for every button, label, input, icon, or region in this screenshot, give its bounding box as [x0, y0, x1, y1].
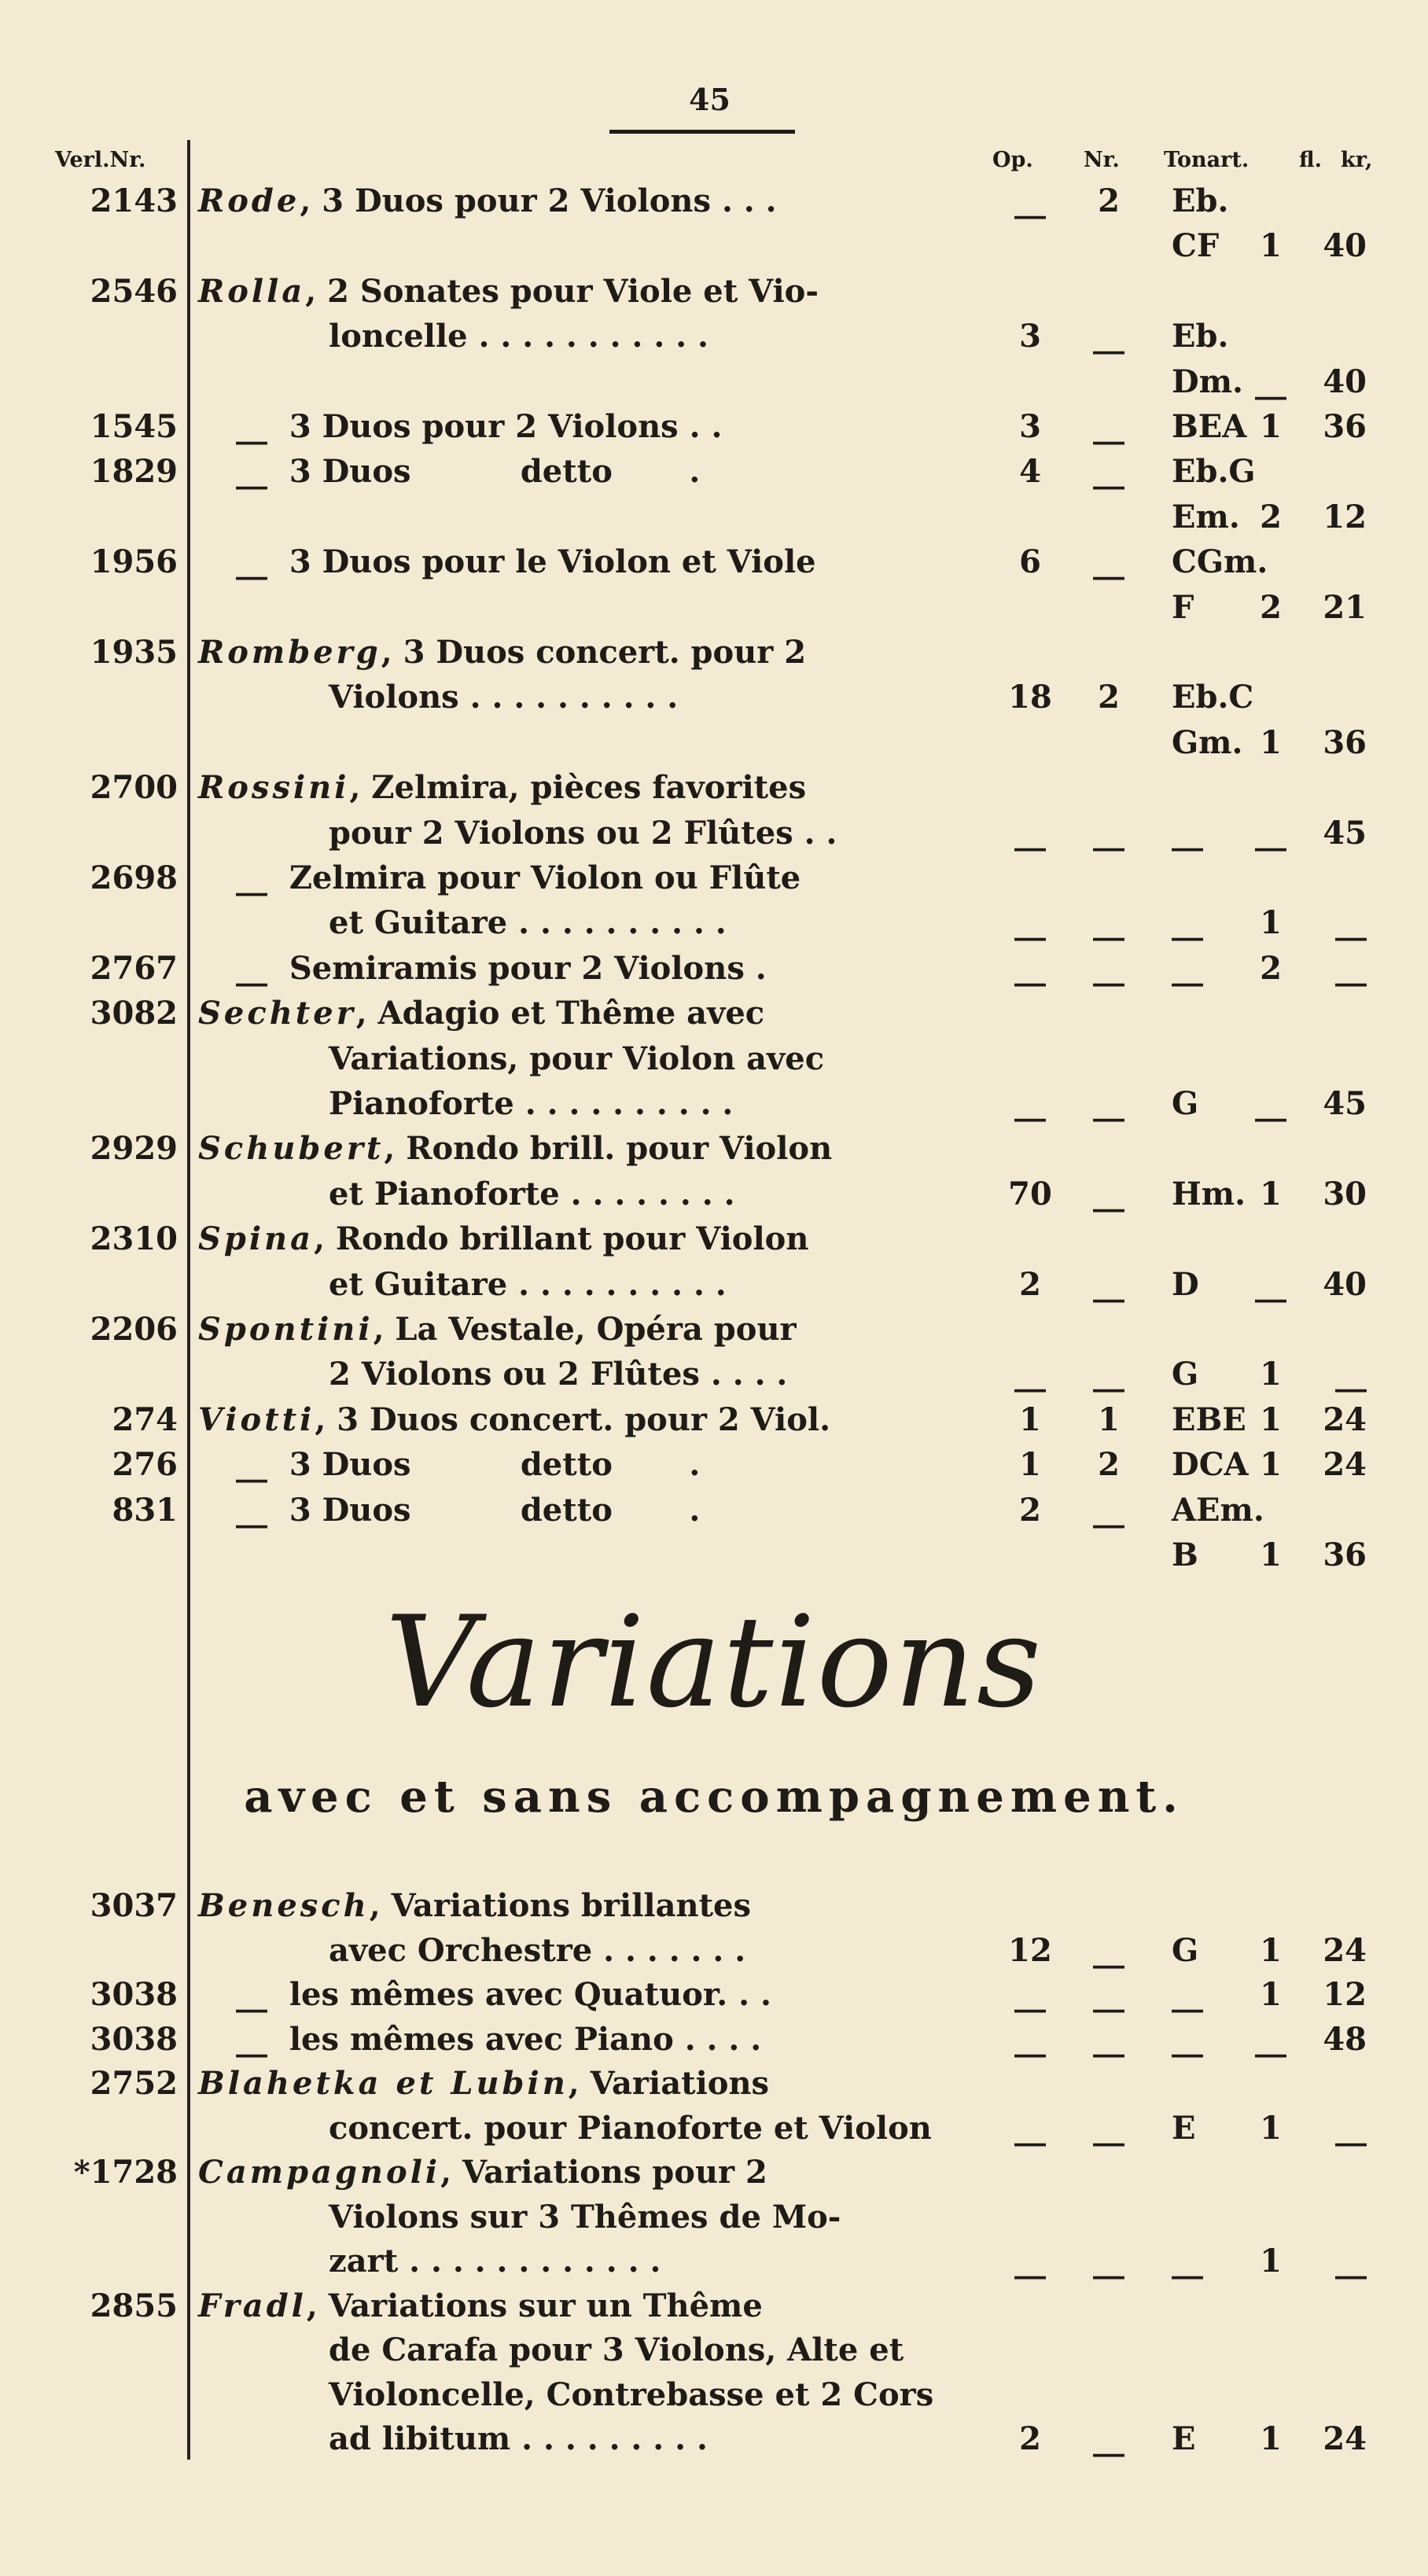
entry-text: [198, 2065, 769, 2102]
piece-number: __: [1093, 2243, 1124, 2280]
header-tonart: Tonart.: [1164, 148, 1250, 172]
price-gulden: 1: [1260, 723, 1282, 761]
price-kreuzer: 45: [1323, 814, 1367, 852]
price-kreuzer: __: [1335, 904, 1367, 942]
price-kreuzer: 36: [1323, 723, 1367, 761]
price-gulden: 1: [1260, 2109, 1282, 2147]
opus-number: 18: [1008, 679, 1052, 716]
entry-description: __ 3 Duos pour le Violon et Viole: [236, 543, 816, 581]
key-tonart: CF: [1172, 227, 1220, 265]
price-gulden: 1: [1260, 2243, 1282, 2280]
price-kreuzer: 36: [1323, 408, 1367, 445]
opus-number: 1: [1019, 1400, 1041, 1438]
key-tonart: E: [1172, 2420, 1196, 2457]
catalog-number: 2310: [90, 1220, 178, 1258]
entry-description: zart . . . . . . . . . . . .: [329, 2243, 661, 2280]
composer-name: Rossini: [198, 769, 350, 807]
entry-text: [329, 2243, 661, 2280]
entry-description: __ 3 Duos detto .: [236, 1446, 701, 1484]
key-tonart: Hm.: [1172, 1175, 1246, 1213]
catalog-number: 3037: [90, 1887, 178, 1924]
price-kreuzer: 24: [1323, 1446, 1367, 1484]
catalog-number: 274: [112, 1400, 178, 1438]
opus-number: __: [1014, 949, 1046, 987]
price-gulden: 2: [1260, 588, 1282, 626]
catalog-number: *1728: [73, 2154, 178, 2191]
entry-text: [329, 2110, 932, 2147]
entry-description: Pianoforte . . . . . . . . . .: [329, 1085, 734, 1122]
opus-number: 3: [1019, 318, 1041, 355]
price-kreuzer: 45: [1323, 1085, 1367, 1122]
entry-text: [329, 1085, 733, 1122]
opus-number: 3: [1019, 408, 1041, 445]
entry-text: [198, 182, 777, 219]
entry-text: [236, 2021, 761, 2058]
piece-number: __: [1093, 1976, 1124, 2013]
header-op: Op.: [992, 148, 1033, 172]
entry-description: , Rondo brillant pour Violon: [314, 1220, 809, 1258]
catalog-number: 831: [112, 1491, 178, 1529]
key-tonart: Gm.: [1172, 723, 1243, 761]
opus-number: __: [1014, 1356, 1046, 1393]
price-gulden: 1: [1260, 1400, 1282, 1438]
entry-description: , Variations brillantes: [369, 1887, 752, 1924]
piece-number: __: [1093, 2020, 1124, 2058]
catalog-entry-row: [0, 1536, 1428, 1590]
piece-number: __: [1093, 949, 1124, 987]
key-tonart: DCA: [1172, 1446, 1249, 1484]
piece-number: __: [1093, 1175, 1124, 1213]
price-gulden: __: [1255, 362, 1286, 400]
composer-name: Schubert: [198, 1130, 385, 1168]
entry-text: [198, 995, 764, 1032]
price-gulden: 1: [1260, 1356, 1282, 1393]
key-tonart: Eb.: [1172, 182, 1229, 219]
price-gulden: 1: [1260, 1175, 1282, 1213]
composer-name: Campagnoli: [198, 2154, 441, 2191]
entry-description: pour 2 Violons ou 2 Flûtes . .: [329, 814, 837, 852]
price-kreuzer: 12: [1323, 1976, 1367, 2013]
catalog-number: 3038: [90, 2020, 178, 2058]
opus-number: __: [1014, 182, 1046, 219]
opus-number: 2: [1019, 1265, 1041, 1303]
entry-text: [236, 408, 722, 445]
catalog-number: 2206: [90, 1311, 178, 1348]
entry-text: [329, 1356, 787, 1393]
price-kreuzer: __: [1335, 1356, 1367, 1393]
piece-number: __: [1093, 543, 1124, 581]
piece-number: 2: [1098, 679, 1120, 716]
piece-number: __: [1093, 1085, 1124, 1122]
key-tonart: E: [1172, 2109, 1196, 2147]
opus-number: 12: [1008, 1931, 1052, 1969]
entry-text: [329, 1176, 735, 1213]
entry-text: [198, 273, 819, 310]
key-tonart: Eb.: [1172, 318, 1229, 355]
price-kreuzer: 40: [1323, 362, 1367, 400]
key-tonart: Em.: [1172, 498, 1240, 535]
entry-text: [329, 2420, 708, 2457]
entry-text: [236, 1446, 700, 1483]
opus-number: 1: [1019, 1446, 1041, 1484]
price-gulden: __: [1255, 2020, 1286, 2058]
key-tonart: Dm.: [1172, 362, 1243, 400]
entry-description: __ 3 Duos detto .: [236, 453, 701, 491]
piece-number: __: [1093, 453, 1124, 491]
catalog-number: 2700: [90, 769, 178, 807]
piece-number: __: [1093, 2420, 1124, 2457]
piece-number: __: [1093, 408, 1124, 445]
piece-number: __: [1093, 318, 1124, 355]
price-gulden: 1: [1260, 408, 1282, 445]
price-gulden: 1: [1260, 904, 1282, 942]
entry-description: de Carafa pour 3 Violons, Alte et: [329, 2331, 904, 2368]
entry-text: [198, 769, 806, 806]
entry-text: [329, 1266, 727, 1303]
piece-number: __: [1093, 904, 1124, 942]
price-kreuzer: 30: [1323, 1175, 1367, 1213]
opus-number: __: [1014, 2243, 1046, 2280]
entry-description: __ les mêmes avec Piano . . . .: [236, 2020, 762, 2058]
entry-text: [329, 2199, 841, 2236]
price-kreuzer: __: [1335, 949, 1367, 987]
key-tonart: Eb.C: [1172, 679, 1254, 716]
price-gulden: 1: [1260, 1931, 1282, 1969]
header-verl: Verl.Nr.: [55, 148, 146, 172]
price-gulden: __: [1255, 814, 1286, 852]
entry-description: __ 3 Duos pour 2 Violons . .: [236, 408, 723, 445]
price-kreuzer: __: [1335, 2109, 1367, 2147]
entry-text: [198, 2287, 763, 2324]
key-tonart: CGm.: [1172, 543, 1268, 581]
price-gulden: 2: [1260, 949, 1282, 987]
entry-description: Variations, pour Violon avec: [329, 1040, 825, 1077]
entry-text: [329, 904, 727, 941]
key-tonart: __: [1172, 2020, 1203, 2058]
catalog-number: 1935: [90, 634, 178, 671]
piece-number: 1: [1098, 1400, 1120, 1438]
entry-text: [236, 950, 767, 987]
composer-name: Viotti: [198, 1400, 315, 1438]
entry-description: ad libitum . . . . . . . . .: [329, 2420, 708, 2457]
key-tonart: G: [1172, 1085, 1199, 1122]
composer-name: Romberg: [198, 634, 381, 671]
entry-text: [236, 1492, 700, 1529]
entry-description: __ Zelmira pour Violon ou Flûte: [236, 859, 801, 896]
composer-name: Spina: [198, 1220, 315, 1258]
catalog-number: 2698: [90, 859, 178, 896]
opus-number: __: [1014, 814, 1046, 852]
entry-description: et Guitare . . . . . . . . . .: [329, 1265, 727, 1303]
key-tonart: __: [1172, 949, 1203, 987]
header-nr: Nr.: [1084, 148, 1120, 172]
opus-number: 4: [1019, 453, 1041, 491]
header-fl: fl.: [1299, 148, 1323, 172]
composer-name: Blahetka et Lubin: [198, 2065, 569, 2102]
entry-description: , 3 Duos concert. pour 2: [381, 634, 807, 671]
entry-text: [198, 1311, 797, 1348]
opus-number: __: [1014, 1976, 1046, 2013]
entry-text: [329, 1932, 745, 1969]
catalog-number: 2143: [90, 182, 178, 219]
entry-text: [236, 859, 800, 896]
catalog-number: 3038: [90, 1976, 178, 2013]
opus-number: 6: [1019, 543, 1041, 581]
entry-text: [198, 634, 806, 671]
entry-description: Violoncelle, Contrebasse et 2 Cors: [329, 2375, 934, 2413]
catalog-number: 1545: [90, 408, 178, 445]
price-gulden: 1: [1260, 1446, 1282, 1484]
entry-text: [198, 1220, 808, 1257]
composer-name: Spontini: [198, 1311, 374, 1348]
piece-number: __: [1093, 1931, 1124, 1969]
entry-text: [198, 1887, 751, 1924]
price-kreuzer: 48: [1323, 2020, 1367, 2058]
price-kreuzer: 24: [1323, 1931, 1367, 1969]
key-tonart: EBE: [1172, 1400, 1246, 1438]
price-kreuzer: 40: [1323, 1265, 1367, 1303]
catalog-number: 1829: [90, 453, 178, 491]
piece-number: __: [1093, 1265, 1124, 1303]
entry-description: , Rondo brill. pour Violon: [384, 1130, 833, 1168]
catalog-number: 3082: [90, 995, 178, 1032]
price-kreuzer: 24: [1323, 1400, 1367, 1438]
entry-description: 2 Violons ou 2 Flûtes . . . .: [329, 1356, 788, 1393]
entry-description: , Variations: [568, 2065, 770, 2102]
entry-text: [236, 453, 700, 490]
piece-number: __: [1093, 1356, 1124, 1393]
entry-text: [198, 2154, 767, 2191]
entry-description: , Zelmira, pièces favorites: [349, 769, 807, 807]
header-kr: kr,: [1341, 148, 1373, 172]
price-gulden: 1: [1260, 2420, 1282, 2457]
opus-number: __: [1014, 2109, 1046, 2147]
entry-text: [329, 1040, 824, 1077]
catalog-number: 2855: [90, 2287, 178, 2324]
piece-number: __: [1093, 1491, 1124, 1529]
key-tonart: G: [1172, 1356, 1199, 1393]
entry-description: , 2 Sonates pour Viole et Vio-: [305, 272, 819, 310]
price-gulden: __: [1255, 1265, 1286, 1303]
entry-text: [198, 1130, 832, 1167]
piece-number: 2: [1098, 1446, 1120, 1484]
catalog-entry-row: [0, 2420, 1428, 2474]
entry-description: , 3 Duos concert. pour 2 Viol.: [315, 1400, 831, 1438]
catalog-number: 2767: [90, 949, 178, 987]
entry-text: [236, 543, 816, 580]
piece-number: 2: [1098, 182, 1120, 219]
opus-number: 2: [1019, 2420, 1041, 2457]
price-gulden: 2: [1260, 498, 1282, 535]
composer-name: Fradl: [198, 2287, 307, 2324]
catalog-number: 1956: [90, 543, 178, 581]
opus-number: __: [1014, 1085, 1046, 1122]
entry-text: [329, 679, 678, 716]
price-gulden: 1: [1260, 1536, 1282, 1573]
key-tonart: B: [1172, 1536, 1198, 1573]
price-kreuzer: 12: [1323, 498, 1367, 535]
composer-name: Rode: [198, 182, 300, 219]
entry-description: , La Vestale, Opéra pour: [373, 1311, 797, 1348]
key-tonart: __: [1172, 814, 1203, 852]
price-kreuzer: 40: [1323, 227, 1367, 265]
entry-description: __ 3 Duos detto .: [236, 1491, 701, 1529]
entry-description: , Variations pour 2: [440, 2154, 767, 2191]
key-tonart: BEA: [1172, 408, 1247, 445]
opus-number: __: [1014, 904, 1046, 942]
page-number-rule: [609, 130, 795, 134]
price-gulden: 1: [1260, 227, 1282, 265]
key-tonart: __: [1172, 2243, 1203, 2280]
entry-description: et Pianoforte . . . . . . . .: [329, 1175, 735, 1213]
key-tonart: __: [1172, 904, 1203, 942]
key-tonart: F: [1172, 588, 1194, 626]
entry-description: Violons sur 3 Thêmes de Mo-: [329, 2198, 841, 2236]
entry-text: [198, 1401, 830, 1438]
entry-description: Violons . . . . . . . . . .: [329, 679, 679, 716]
key-tonart: __: [1172, 1976, 1203, 2013]
entry-description: avec Orchestre . . . . . . .: [329, 1931, 746, 1969]
catalog-number: 276: [112, 1446, 178, 1484]
entry-description: __ les mêmes avec Quatuor. . .: [236, 1976, 771, 2013]
opus-number: 70: [1008, 1175, 1052, 1213]
composer-name: Rolla: [198, 272, 306, 310]
key-tonart: AEm.: [1172, 1491, 1264, 1529]
price-kreuzer: 21: [1323, 588, 1367, 626]
key-tonart: D: [1172, 1265, 1199, 1303]
catalog-number: 2546: [90, 272, 178, 310]
price-gulden: 1: [1260, 1976, 1282, 2013]
price-kreuzer: 36: [1323, 1536, 1367, 1573]
entry-description: , Adagio et Thême avec: [355, 995, 765, 1032]
composer-name: Sechter: [198, 995, 356, 1032]
entry-text: [329, 815, 837, 852]
entry-description: __ Semiramis pour 2 Violons .: [236, 949, 767, 987]
price-kreuzer: 24: [1323, 2420, 1367, 2457]
entry-text: [236, 1976, 771, 2013]
entry-text: [329, 2331, 904, 2368]
opus-number: 2: [1019, 1491, 1041, 1529]
entry-description: loncelle . . . . . . . . . . .: [329, 318, 708, 355]
composer-name: Benesch: [198, 1887, 370, 1924]
price-kreuzer: __: [1335, 2243, 1367, 2280]
entry-description: et Guitare . . . . . . . . . .: [329, 904, 727, 942]
price-gulden: __: [1255, 1085, 1286, 1122]
entry-description: concert. pour Pianoforte et Violon: [329, 2109, 932, 2147]
section-subtitle: avec et sans accompagnement.: [244, 1771, 1184, 1823]
piece-number: __: [1093, 2109, 1124, 2147]
piece-number: __: [1093, 814, 1124, 852]
page-number: 45: [689, 82, 731, 117]
entry-description: , 3 Duos pour 2 Violons . . .: [300, 182, 777, 219]
entry-text: [329, 2376, 933, 2413]
entry-description: , Variations sur un Thême: [306, 2287, 763, 2324]
key-tonart: Eb.G: [1172, 453, 1256, 491]
opus-number: __: [1014, 2020, 1046, 2058]
catalog-number: 2929: [90, 1130, 178, 1168]
entry-text: [329, 318, 708, 355]
key-tonart: G: [1172, 1931, 1199, 1969]
catalog-number: 2752: [90, 2065, 178, 2102]
section-title: Variations: [385, 1588, 1043, 1735]
